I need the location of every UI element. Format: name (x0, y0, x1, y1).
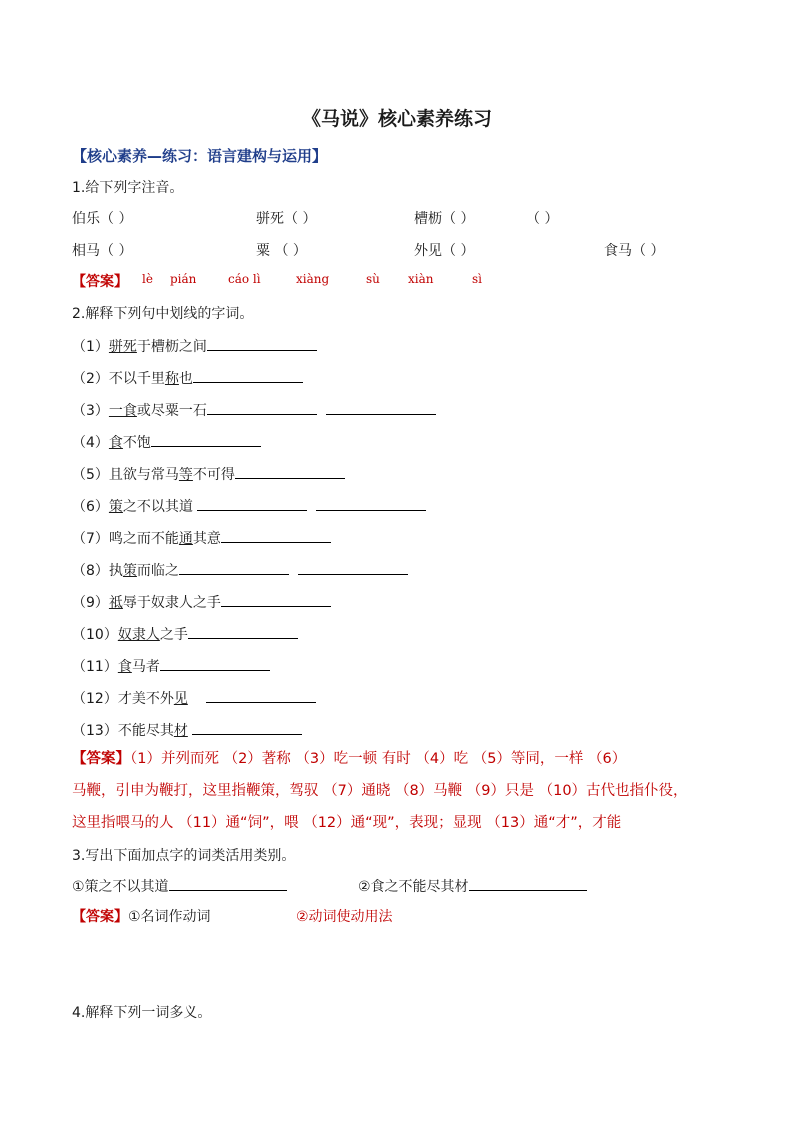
q2-item (72, 400, 436, 421)
q3-item (72, 876, 287, 897)
q1-answer-pinyin: pián (170, 272, 197, 286)
q2-item (72, 688, 316, 709)
item-text: 不能尽其 (117, 723, 174, 739)
q2-item (72, 496, 426, 517)
answer-blank (326, 400, 436, 415)
answer-blank (151, 432, 261, 447)
q1-answer-pinyin: sù (366, 272, 380, 286)
answer-blank (207, 400, 317, 415)
q2-answer-line: （1）并列而死 （2）著称 （3）吃一顿 有时 （4）吃 （5）等同，一样 （6） (130, 751, 627, 767)
item-text: 其意 (192, 531, 221, 547)
q2-item (72, 336, 317, 357)
answer-blank (197, 496, 307, 511)
answer-blank (193, 368, 303, 383)
item-number: （1） (72, 339, 109, 355)
q2-item (72, 560, 408, 581)
item-number: （3） (72, 403, 109, 419)
item-number: （12） (72, 691, 118, 707)
q3-item-text: ②食之不能尽其材 (358, 879, 469, 895)
item-text: 且欲与常马 (108, 467, 179, 483)
q1-answer-pinyin: lè (142, 272, 153, 286)
underlined-term: 等 (178, 467, 193, 483)
item-text: 于槽枥之间 (136, 339, 207, 355)
item-text: 不可得 (192, 467, 235, 483)
q1-cell: 食马（ ） (604, 243, 665, 259)
item-number: （7） (72, 531, 109, 547)
q2-item (72, 592, 331, 613)
item-text: 才美不外 (117, 691, 174, 707)
q3-item-text: ①策之不以其道 (72, 879, 169, 895)
item-number: （10） (72, 627, 118, 643)
q3-answer-label: 【答案】 (72, 909, 128, 925)
q2-item (72, 624, 298, 645)
item-text: 或尽粟一石 (136, 403, 207, 419)
q3-item (358, 876, 587, 897)
underlined-term: 奴隶人 (117, 627, 160, 643)
q3-answer (72, 907, 211, 927)
item-number: （9） (72, 595, 109, 611)
answer-blank (188, 624, 298, 639)
underlined-term: 策 (122, 563, 137, 579)
item-text: 不以千里 (108, 371, 165, 387)
underlined-term: 骈死 (108, 339, 137, 355)
q1-cell: 伯乐（ ） (72, 211, 133, 227)
underlined-term: 祗 (108, 595, 123, 611)
item-text: 执 (108, 563, 123, 579)
q3-prompt: 3.写出下面加点字的词类活用类别。 (72, 848, 296, 864)
answer-blank (160, 656, 270, 671)
item-number: （11） (72, 659, 118, 675)
q1-cell: 外见（ ） (414, 243, 475, 259)
q2-item (72, 656, 270, 677)
item-text: 而临之 (136, 563, 179, 579)
item-text: 之手 (159, 627, 188, 643)
underlined-term: 材 (173, 723, 188, 739)
q2-answer (72, 743, 722, 839)
q2-item (72, 528, 331, 549)
q2-item (72, 464, 345, 485)
q4-prompt: 4.解释下列一词多义。 (72, 1005, 212, 1021)
q1-answer-pinyin: xiàng (296, 272, 330, 286)
item-number: （5） (72, 467, 109, 483)
q1-answer-label: 【答案】 (72, 274, 128, 290)
q1-cell: （ ） (526, 211, 559, 227)
item-number: （13） (72, 723, 118, 739)
item-number: （2） (72, 371, 109, 387)
underlined-term: 通 (178, 531, 193, 547)
q1-prompt: 1.给下列字注音。 (72, 180, 184, 196)
q2-item (72, 720, 302, 741)
item-text: 之不以其道 (122, 499, 193, 515)
underlined-term: 食 (117, 659, 132, 675)
underlined-term: 一食 (108, 403, 137, 419)
q2-answer-label: 【答案】 (72, 751, 130, 767)
underlined-term: 策 (108, 499, 123, 515)
item-number: （6） (72, 499, 109, 515)
q2-prompt: 2.解释下列句中划线的字词。 (72, 306, 254, 322)
underlined-term: 称 (164, 371, 179, 387)
item-text: 不饱 (122, 435, 151, 451)
item-text: 也 (178, 371, 193, 387)
q2-item (72, 432, 261, 453)
answer-blank (469, 876, 587, 891)
q1-cell: 骈死（ ） (256, 211, 317, 227)
answer-blank (235, 464, 345, 479)
q2-answer-line: 这里指喂马的人 （11）通“饲”，喂 （12）通“现”，表现；显现 （13）通“才”，才能 (72, 815, 622, 831)
q1-answer-pinyin: cáo lì (228, 272, 261, 286)
item-text: 辱于奴隶人之手 (122, 595, 221, 611)
section-header: 【核心素养—练习：语言建构与运用】 (72, 147, 328, 165)
answer-blank (207, 336, 317, 351)
q3-answer-2: ②动词使动用法 (296, 909, 393, 925)
answer-blank (221, 528, 331, 543)
q1-answer-pinyin: xiàn (408, 272, 434, 286)
page-title: 《马说》核心素养练习 (301, 108, 492, 130)
item-number: （4） (72, 435, 109, 451)
q2-answer-line: 马鞭，引申为鞭打，这里指鞭策，驾驭 （7）通晓 （8）马鞭 （9）只是 （10）古代也指仆役， (72, 783, 688, 799)
q1-cell: 相马（ ） (72, 243, 133, 259)
item-text: 鸣之而不能 (108, 531, 179, 547)
q1-cell: 粟 （ ） (256, 243, 307, 259)
answer-blank (192, 720, 302, 735)
underlined-term: 食 (108, 435, 123, 451)
underlined-term: 见 (173, 691, 188, 707)
answer-blank (179, 560, 289, 575)
answer-blank (169, 876, 287, 891)
item-text: 马者 (131, 659, 160, 675)
answer-blank (221, 592, 331, 607)
answer-blank (298, 560, 408, 575)
answer-blank (316, 496, 426, 511)
answer-blank (206, 688, 316, 703)
q3-answer-1: ①名词作动词 (128, 909, 211, 925)
q1-cell: 槽枥（ ） (414, 211, 475, 227)
q2-item (72, 368, 303, 389)
item-number: （8） (72, 563, 109, 579)
q1-answer-pinyin: sì (472, 272, 482, 286)
